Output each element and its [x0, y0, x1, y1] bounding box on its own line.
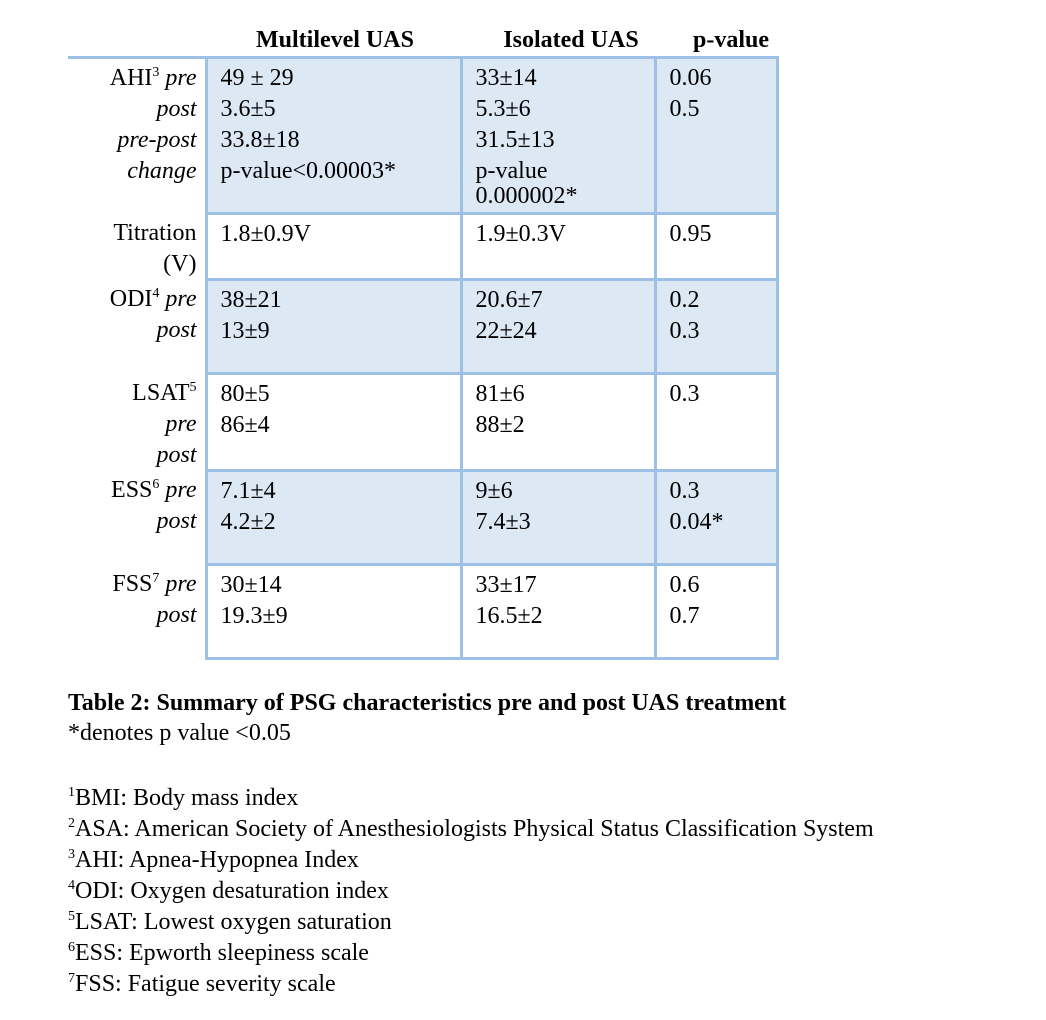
- row-label: [68, 214, 206, 280]
- label-timepoint: post: [156, 601, 197, 628]
- row-label-line: [68, 569, 197, 600]
- row-label-line: [68, 506, 197, 537]
- footnote-item: [68, 783, 874, 814]
- cell-value: 5.3±6: [475, 96, 531, 122]
- cell-isolated: [461, 214, 655, 280]
- footnote-text: FSS: Fatigue severity scale: [75, 971, 336, 997]
- cell-value: 0.2: [669, 287, 700, 313]
- footnote-ref: 7: [152, 570, 160, 586]
- cell-multilevel: [206, 214, 461, 280]
- cell-multilevel: [206, 374, 461, 471]
- cell-value: 0.95: [669, 221, 712, 247]
- footnote-text: ODI: Oxygen desaturation index: [75, 878, 389, 904]
- footnote-item: [68, 814, 874, 845]
- label-abbrev: Titration: [113, 219, 197, 246]
- cell-value: 0.7: [669, 603, 700, 629]
- footnote-item: [68, 907, 874, 938]
- footnote-item: [68, 845, 874, 876]
- row-label: [68, 280, 206, 374]
- caption-note: *denotes p value <0.05: [68, 720, 291, 746]
- cell-pvalue: [655, 374, 777, 471]
- cell-isolated: [461, 374, 655, 471]
- cell-value: 4.2±2: [220, 509, 276, 535]
- cell-isolated: [461, 471, 655, 565]
- cell-value: 13±9: [220, 318, 270, 344]
- cell-value: 0.04*: [669, 509, 724, 535]
- row-label-line: [68, 284, 197, 315]
- row-label-line: [68, 600, 197, 631]
- footnote-number: 7: [68, 971, 75, 986]
- header-multilevel-uas: Multilevel UAS: [256, 27, 414, 53]
- cell-value: 19.3±9: [220, 603, 288, 629]
- label-timepoint: pre: [165, 476, 197, 503]
- label-timepoint: post: [156, 316, 197, 343]
- caption-title: Table 2: Summary of PSG characteristics pre and post UAS treatment: [68, 690, 787, 716]
- label-abbrev: AHI: [109, 65, 153, 91]
- table-row: [68, 471, 777, 565]
- row-label: [68, 58, 206, 214]
- cell-pvalue: [655, 58, 777, 214]
- cell-value: 80±5: [220, 381, 270, 407]
- footnotes: [68, 783, 874, 1000]
- row-label-line: [68, 249, 197, 280]
- header-p-value: p-value: [692, 27, 769, 53]
- footnote-ref: 4: [152, 285, 160, 301]
- footnote-item: [68, 938, 874, 969]
- psg-characteristics-table: [68, 56, 779, 660]
- footnote-text: LSAT: Lowest oxygen saturation: [75, 909, 392, 935]
- cell-value: 0.3: [669, 381, 700, 407]
- table-caption: [68, 688, 786, 748]
- footnote-ref: 5: [189, 379, 197, 395]
- footnote-text: BMI: Body mass index: [75, 785, 299, 811]
- cell-value: 31.5±13: [475, 127, 555, 153]
- table-row: [68, 58, 777, 214]
- label-timepoint: post: [156, 441, 197, 468]
- row-label-line: [68, 409, 197, 440]
- row-label-line: [68, 315, 197, 346]
- label-timepoint: pre-post: [117, 127, 197, 153]
- row-label-line: [68, 378, 197, 409]
- row-label-line: [68, 125, 197, 156]
- cell-pvalue: [655, 565, 777, 659]
- cell-value: 7.1±4: [220, 478, 276, 504]
- table-row: [68, 280, 777, 374]
- cell-value: 3.6±5: [220, 96, 276, 122]
- cell-value: p-value<0.00003*: [220, 158, 396, 184]
- row-label: [68, 565, 206, 659]
- label-timepoint: pre: [165, 570, 197, 597]
- label-timepoint: post: [156, 96, 197, 122]
- row-label-line: [68, 440, 197, 471]
- cell-value: 20.6±7: [475, 287, 543, 313]
- cell-value: 16.5±2: [475, 603, 543, 629]
- cell-value: 0.5: [669, 96, 700, 122]
- cell-value: 7.4±3: [475, 509, 531, 535]
- footnote-item: [68, 876, 874, 907]
- table-row: [68, 214, 777, 280]
- cell-value: 1.9±0.3V: [475, 221, 567, 247]
- cell-value: 0.3: [669, 318, 700, 344]
- cell-value: 0.3: [669, 478, 700, 504]
- row-label-line: [68, 94, 197, 125]
- row-label: [68, 471, 206, 565]
- footnote-item: [68, 969, 874, 1000]
- label-abbrev: (V): [163, 250, 197, 277]
- cell-value: 9±6: [475, 478, 513, 504]
- cell-value: 88±2: [475, 412, 525, 438]
- cell-value: 0.06: [669, 65, 712, 91]
- table-row: [68, 565, 777, 659]
- label-abbrev: LSAT: [132, 379, 190, 406]
- row-label-line: [68, 156, 197, 187]
- row-label-line: [68, 63, 197, 94]
- footnote-text: ASA: American Society of Anesthesiologists Physical Status Classification System: [75, 816, 874, 842]
- cell-value: 49 ± 29: [220, 65, 294, 91]
- cell-value: 81±6: [475, 381, 525, 407]
- cell-value: 33±14: [475, 65, 537, 91]
- cell-pvalue: [655, 280, 777, 374]
- row-label-line: [68, 218, 197, 249]
- cell-isolated: [461, 58, 655, 214]
- label-abbrev: ESS: [111, 476, 153, 503]
- footnote-text: AHI: Apnea-Hypopnea Index: [75, 847, 359, 873]
- cell-value: 1.8±0.9V: [220, 221, 312, 247]
- footnote-number: 3: [68, 847, 75, 862]
- footnote-number: 1: [68, 785, 75, 800]
- table-row: [68, 374, 777, 471]
- label-timepoint: pre: [165, 410, 197, 437]
- label-abbrev: ODI: [109, 285, 153, 312]
- cell-value: 38±21: [220, 287, 282, 313]
- cell-value: 30±14: [220, 572, 282, 598]
- row-label: [68, 374, 206, 471]
- label-timepoint: change: [127, 158, 197, 184]
- cell-multilevel: [206, 280, 461, 374]
- cell-value: 0.000002*: [475, 183, 578, 209]
- cell-isolated: [461, 280, 655, 374]
- label-timepoint: post: [156, 507, 197, 534]
- footnote-ref: 3: [152, 65, 160, 80]
- cell-value: 33±17: [475, 572, 537, 598]
- footnote-number: 6: [68, 940, 75, 955]
- cell-value: p-value: [475, 158, 548, 184]
- label-timepoint: pre: [165, 65, 197, 91]
- footnote-number: 2: [68, 816, 75, 831]
- label-abbrev: FSS: [112, 570, 153, 597]
- cell-value: 86±4: [220, 412, 270, 438]
- cell-value: 0.6: [669, 572, 700, 598]
- label-timepoint: pre: [165, 285, 197, 312]
- cell-value: 22±24: [475, 318, 537, 344]
- cell-isolated: [461, 565, 655, 659]
- footnote-text: ESS: Epworth sleepiness scale: [75, 940, 369, 966]
- row-label-line: [68, 475, 197, 506]
- cell-value: 33.8±18: [220, 127, 300, 153]
- footnote-number: 4: [68, 878, 75, 893]
- footnote-ref: 6: [152, 476, 160, 492]
- cell-multilevel: [206, 58, 461, 214]
- cell-pvalue: [655, 214, 777, 280]
- header-isolated-uas: Isolated UAS: [503, 27, 639, 53]
- cell-pvalue: [655, 471, 777, 565]
- cell-multilevel: [206, 471, 461, 565]
- cell-multilevel: [206, 565, 461, 659]
- footnote-number: 5: [68, 909, 75, 924]
